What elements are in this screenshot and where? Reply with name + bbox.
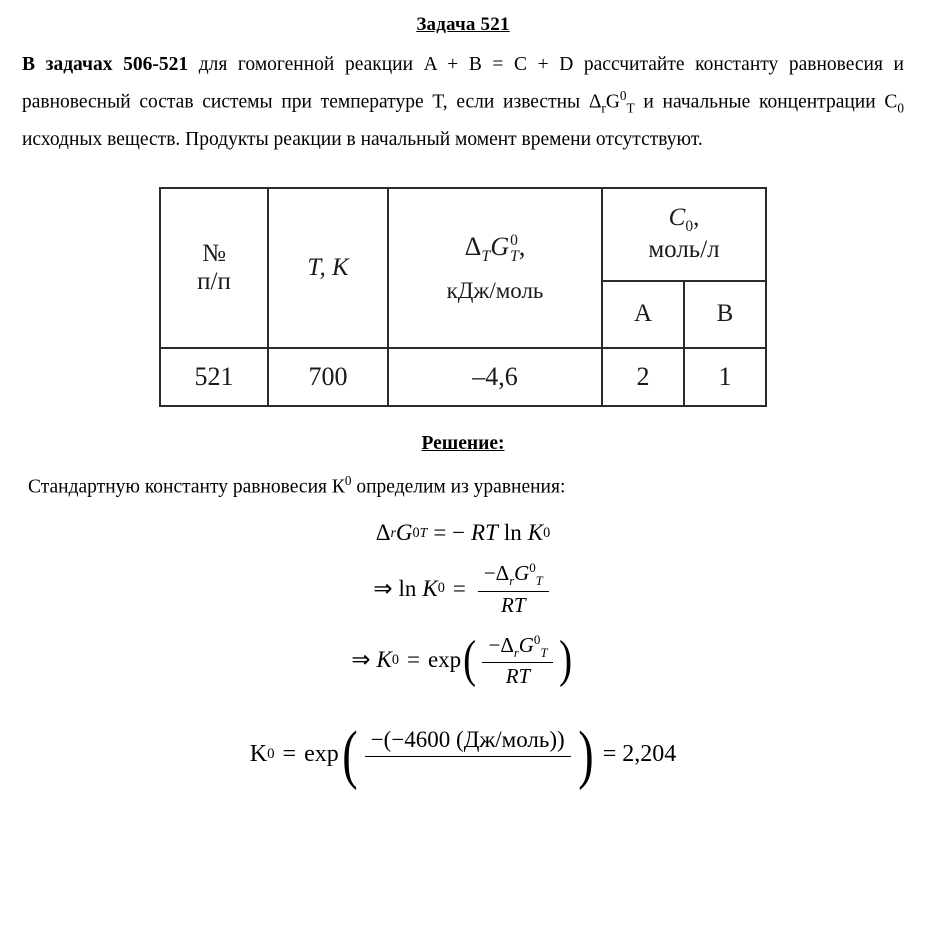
solution-heading: Решение: (421, 432, 505, 454)
problem-part4: исходных веществ. Продукты реакции в начальный момент времени отсутствуют. (22, 129, 703, 151)
solution-intro (28, 473, 904, 499)
formula2-k-sup: 0 (437, 580, 445, 597)
header-cell-number (160, 188, 268, 348)
formula2-denominator: RT (501, 592, 526, 617)
formula4-k: K (249, 741, 268, 768)
formula-3 (351, 632, 575, 689)
formula3-arrow: ⇒ (351, 647, 371, 673)
table-header-row (160, 188, 766, 281)
formula1-sub-r: r (390, 525, 396, 541)
problem-sup-0: 0 (619, 88, 627, 104)
formula4-paren-open: ( (342, 717, 358, 791)
header-c0-line1: $C_0$, (668, 203, 700, 235)
problem-part2: G (605, 91, 620, 113)
formula2-numerator: $-\Delta_rG^0_T$ (478, 560, 549, 591)
data-table (159, 187, 767, 407)
formula3-k: K (376, 647, 392, 673)
formula4-fraction (365, 727, 571, 783)
header-cell-c0 (602, 188, 766, 281)
formula-block (0, 520, 926, 791)
formula-2 (373, 560, 553, 617)
formula2-fraction (478, 560, 549, 617)
header-c0-line2: моль/л (648, 235, 720, 263)
solution-intro-part2: определим из уравнения: (351, 476, 566, 498)
cell-number: 521 (160, 348, 268, 406)
formula4-denominator (459, 757, 476, 783)
problem-lead: В задачах 506-521 (22, 54, 189, 75)
data-table-wrapper (0, 187, 926, 407)
formula3-paren-open: ( (463, 631, 477, 689)
header-gibbs-units: кДж/моль (446, 277, 544, 303)
cell-gibbs: –4,6 (388, 348, 602, 406)
formula3-k-sup: 0 (391, 651, 399, 668)
formula1-g: G (395, 520, 413, 546)
formula1-k: K (527, 520, 544, 546)
header-gibbs-symbol: $\Delta_TG$ 0 T , (464, 231, 526, 265)
formula3-exp: exp (427, 647, 462, 673)
formula1-sub-t: T (419, 525, 428, 541)
cell-a: 2 (602, 348, 684, 406)
formula3-numerator: $-\Delta_rG^0_T$ (482, 632, 553, 663)
formula2-equals: = (452, 575, 466, 601)
formula3-fraction (482, 632, 553, 689)
header-temperature-label: T, К (307, 253, 349, 281)
header-gibbs-sup: 0 (510, 232, 518, 250)
formula2-k: K (422, 575, 438, 601)
header-number-line2: п/п (197, 267, 231, 295)
header-cell-gibbs (388, 188, 602, 348)
page-title: Задача 521 (416, 14, 510, 35)
formula4-k-sup: 0 (267, 746, 275, 763)
formula4-result: = 2,204 (602, 741, 677, 768)
formula1-sup: 0 (412, 524, 420, 541)
problem-sub-t: T (626, 100, 635, 116)
problem-part1: для гомогенной реакции A + B = C + D рассчитайте константу равновесия и равновесный состав системы при температуре T, если известны Δ (22, 54, 904, 113)
formula-4 (249, 717, 677, 791)
header-number-line1: № (202, 239, 226, 267)
formula3-equals: = (406, 647, 420, 673)
header-gibbs-sub-r: T (481, 247, 491, 265)
formula4-exp: exp (304, 741, 339, 768)
formula1-ln: ln (503, 520, 522, 546)
header-cell-a: A (602, 281, 684, 348)
document-page (0, 14, 926, 925)
header-gibbs-sub-t: T (510, 247, 519, 265)
formula1-rt: RT (471, 520, 498, 546)
solution-intro-part1: Стандартную константу равновесия К (28, 476, 345, 498)
formula2-ln: ln (398, 575, 417, 601)
problem-sub-0: 0 (897, 100, 904, 116)
header-gibbs-comma: , (518, 231, 526, 261)
table-row (160, 348, 766, 406)
problem-statement (22, 46, 904, 159)
solution-intro-sup: 0 (344, 472, 352, 488)
formula2-arrow: ⇒ (373, 575, 393, 601)
problem-sub-r: r (601, 100, 606, 116)
problem-part3: и начальные концентрации C (634, 91, 898, 113)
formula1-equals: = − (433, 520, 466, 546)
formula4-paren-close: ) (578, 717, 594, 791)
header-cell-b: B (684, 281, 766, 348)
cell-b: 1 (684, 348, 766, 406)
formula-1: Δ r G 0 T = − RT ln K 0 (375, 520, 551, 546)
formula1-k-sup: 0 (543, 524, 551, 541)
formula3-denominator: RT (505, 663, 531, 688)
cell-temperature: 700 (268, 348, 388, 406)
formula3-paren-close: ) (559, 631, 573, 689)
formula4-equals: = (282, 741, 297, 768)
header-cell-temperature (268, 188, 388, 348)
formula4-numerator: −(−4600 (Дж/моль)) (365, 727, 571, 757)
